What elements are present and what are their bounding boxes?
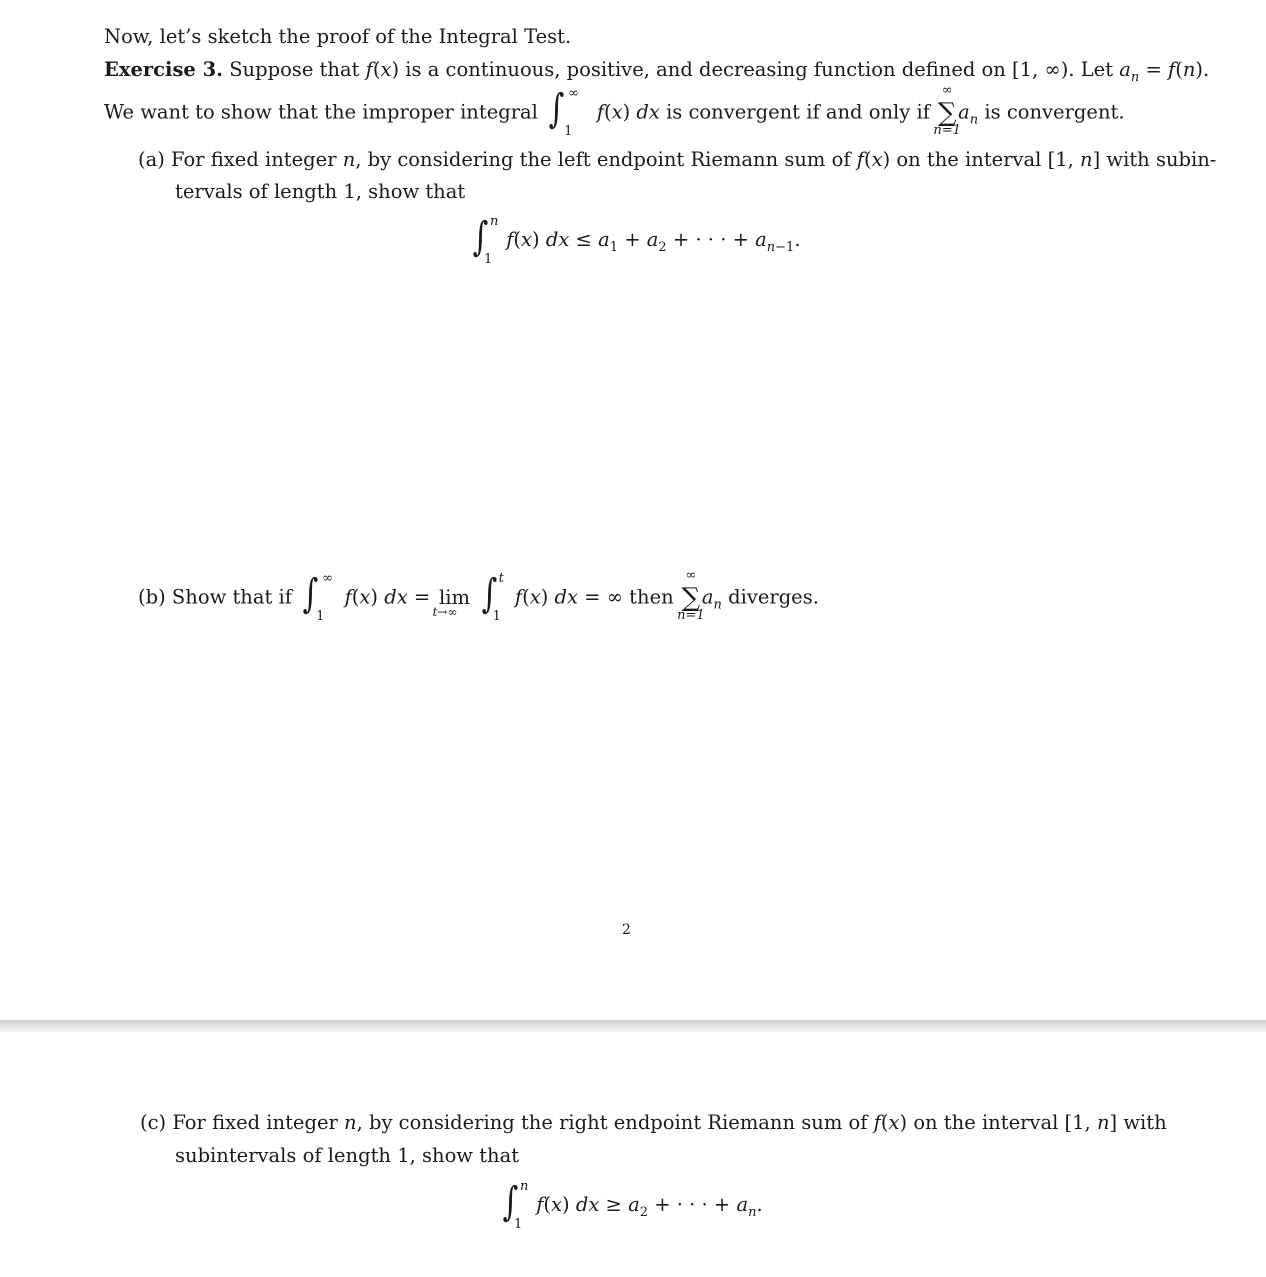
- part-a-text-4: with subin-: [1106, 148, 1217, 171]
- exercise-text-5: is convergent if and only if: [666, 100, 930, 124]
- math-fx: f: [365, 58, 373, 81]
- part-b-label: (b): [138, 585, 166, 609]
- exercise-text-4: We want to show that the improper integral: [104, 100, 538, 124]
- part-b-text-3: diverges.: [728, 585, 819, 609]
- sum-sign: ∞ ∑ n=1: [933, 83, 961, 138]
- part-a-text-1: For fixed integer: [171, 148, 337, 171]
- exercise-text-1: Suppose that: [229, 58, 360, 81]
- exercise-line-1: Exercise 3. Suppose that f(x) is a continuous, positive, and decreasing function defined on [1, ∞). Let $a_n = f(n)$.: [104, 58, 1210, 85]
- part-c-label: (c): [140, 1111, 167, 1134]
- part-a-line-1: (a) For fixed integer n, by considering the left endpoint Riemann sum of f(x) on the interval [1, n] with subin-: [138, 148, 1217, 171]
- part-a-label: (a): [138, 148, 165, 171]
- page-3: [0, 1032, 1266, 1277]
- exercise-text-3: . Let: [1068, 58, 1114, 81]
- part-a-text-3: on the interval: [896, 148, 1042, 171]
- part-a-line-2: tervals of length 1, show that: [175, 180, 466, 203]
- part-c-inequality: ∫ n 1 f(x) dx ≥ $a_2$ + · · · + $a_n$.: [502, 1178, 763, 1232]
- part-a-inequality: ∫ n 1 f(x) dx ≤ $a_1 + a_2$ + · · · + $a_{n-1}$.: [472, 213, 801, 267]
- part-c-line-2: subintervals of length 1, show that: [175, 1144, 520, 1167]
- exercise-text-2: is a continuous, positive, and decreasing function defined on: [405, 58, 1006, 81]
- part-c-text-4: with: [1123, 1111, 1167, 1134]
- part-c-text-3: on the interval: [913, 1111, 1059, 1134]
- exercise-label: Exercise 3.: [104, 58, 223, 81]
- page-separator: [0, 1020, 1266, 1032]
- intro-text: Now, let’s sketch the proof of the Integral Test.: [104, 25, 572, 48]
- part-a-text-2: , by considering the left endpoint Riemann sum of: [355, 148, 851, 171]
- page-number: 2: [622, 922, 631, 938]
- exercise-text-6: is convergent.: [984, 100, 1125, 124]
- part-b-line: (b) Show that if ∫ ∞ 1 f(x) dx = lim t→∞ ∫ t 1 f(x) dx = ∞ then ∞ ∑ n=1 $a_n$ diverges.: [138, 568, 819, 624]
- part-b-text-1: Show that if: [171, 585, 292, 609]
- part-c-line-1: (c) For fixed integer n, by considering the right endpoint Riemann sum of f(x) on the interval [1, n] with: [140, 1111, 1167, 1134]
- exercise-line-2: We want to show that the improper integral ∫ ∞ 1 f(x) dx is convergent if and only if ∞ ∑ n=1 $a_n$ is convergent.: [104, 83, 1125, 139]
- part-c-text-2: , by considering the right endpoint Riemann sum of: [356, 1111, 868, 1134]
- integral-sign: ∫ ∞ 1: [548, 86, 579, 139]
- part-c-text-1: For fixed integer: [172, 1111, 338, 1134]
- part-b-text-2: then: [629, 585, 674, 609]
